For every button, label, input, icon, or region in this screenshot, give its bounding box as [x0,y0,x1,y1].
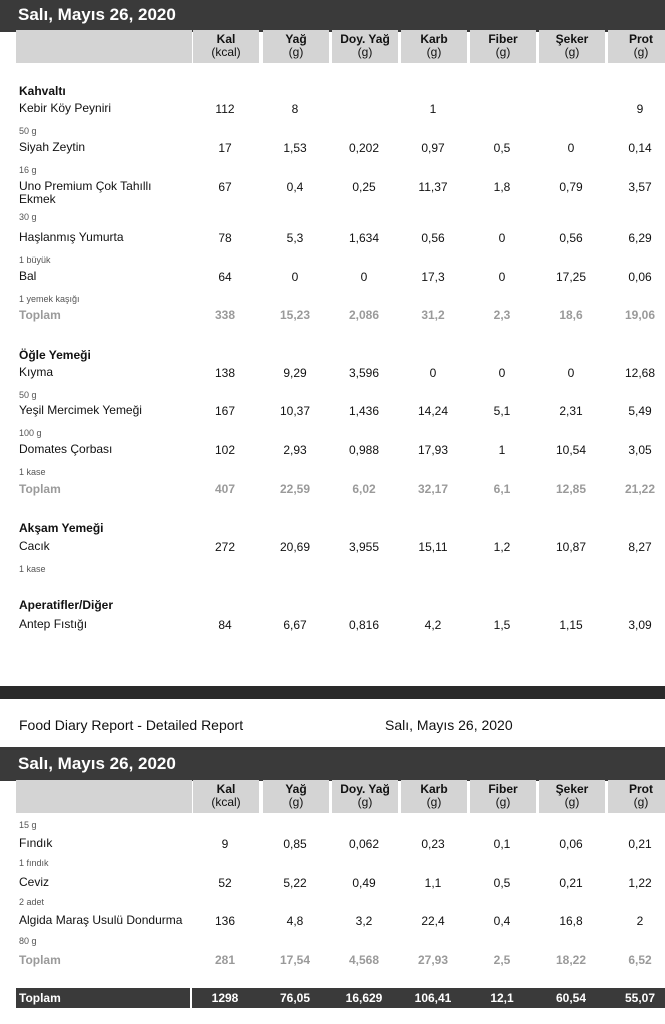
nutrient-value: 0,21 [628,837,652,851]
column-header [401,780,467,813]
nutrient-value: 17,25 [555,270,587,284]
nutrient-value: 0,5 [493,876,511,890]
grand-total-divider [190,988,192,1008]
nutrient-value: 3,05 [628,443,652,457]
nutrient-value: 3,57 [628,180,652,194]
nutrient-value: 0,5 [493,141,511,155]
total-value: 15,23 [279,308,311,322]
section-title: Öğle Yemeği [19,348,91,362]
column-unit: (g) [633,45,649,59]
food-serving: 1 fındık [19,858,49,868]
nutrient-value: 0 [498,270,506,284]
nutrient-value: 0 [498,366,506,380]
report-title: Food Diary Report - Detailed Report [19,717,244,733]
column-header [539,30,605,63]
column-name: Fiber [488,782,518,796]
grand-total-value: 76,05 [279,991,311,1005]
nutrient-value: 0,49 [352,876,376,890]
total-value: 19,06 [624,308,656,322]
nutrient-value: 3,2 [355,914,373,928]
nutrient-value: 1,436 [348,404,380,418]
column-header [470,780,536,813]
total-value: 27,93 [417,953,449,967]
nutrient-value: 1 [429,102,437,116]
nutrient-value: 22,4 [421,914,445,928]
grand-total-value: 1298 [211,991,239,1005]
column-header [263,30,329,63]
grand-total-value: 16,629 [345,991,383,1005]
nutrient-value: 11,37 [418,180,448,194]
total-value: 281 [214,953,236,967]
nutrient-value: 0,202 [348,141,380,155]
total-value: 6,52 [628,953,652,967]
section-title: Kahvaltı [19,84,66,98]
nutrient-value: 0,97 [421,141,445,155]
total-value: 18,22 [555,953,587,967]
nutrient-value: 8 [291,102,299,116]
nutrient-value: 84 [218,618,232,632]
total-value: 32,17 [417,482,449,496]
food-serving: 15 g [19,820,37,830]
nutrient-value: 9,29 [283,366,307,380]
nutrient-value: 10,87 [555,540,587,554]
food-name: Ceviz [19,875,50,889]
column-unit: (g) [495,795,511,809]
nutrient-value: 0 [567,366,575,380]
nutrient-value: 4,2 [424,618,442,632]
nutrient-value: 0 [429,366,437,380]
column-unit: (g) [426,45,442,59]
nutrient-value: 9 [221,837,229,851]
total-value: 17,54 [279,953,311,967]
nutrient-value: 1,2 [493,540,511,554]
nutrient-value: 138 [214,366,236,380]
grand-total-value: 106,41 [414,991,452,1005]
nutrient-value: 10,54 [555,443,587,457]
food-serving: 1 büyük [19,255,51,265]
column-unit: (g) [288,45,304,59]
column-header [539,780,605,813]
nutrient-value: 272 [214,540,236,554]
total-value: 6,1 [493,482,511,496]
food-serving: 1 yemek kaşığı [19,294,80,304]
food-name: Kıyma [19,365,54,379]
total-value: 22,59 [279,482,311,496]
nutrient-value: 0 [360,270,368,284]
food-serving: 2 adet [19,897,45,907]
nutrient-value: 0 [291,270,299,284]
nutrient-value: 64 [218,270,232,284]
page-separator [0,686,665,699]
column-name: Fiber [488,32,518,46]
date-bar: Salı, Mayıs 26, 2020 [0,0,665,32]
nutrient-value: 12,68 [624,366,656,380]
nutrient-value: 0,14 [628,141,652,155]
column-unit: (g) [357,795,373,809]
nutrient-value: 15,11 [418,540,448,554]
column-unit: (g) [495,45,511,59]
food-serving: 16 g [19,165,37,175]
nutrient-value: 1,8 [493,180,511,194]
nutrient-value: 52 [218,876,232,890]
total-label: Toplam [19,482,61,496]
food-name: Kebir Köy Peyniri [19,101,112,115]
total-label: Toplam [19,308,61,322]
nutrient-value: 0,06 [559,837,583,851]
column-name: Yağ [285,782,307,796]
nutrient-value: 4,8 [286,914,304,928]
food-name: Yeşil Mercimek Yemeği [19,403,142,417]
column-name: Kal [216,32,236,46]
total-value: 21,22 [624,482,656,496]
nutrient-value: 5,3 [286,231,304,245]
nutrient-value: 3,596 [348,366,380,380]
nutrient-value: 0 [567,141,575,155]
nutrient-value: 78 [218,231,232,245]
food-name: Antep Fıstığı [19,617,88,631]
total-value: 6,02 [352,482,376,496]
nutrient-value: 0,816 [348,618,380,632]
total-value: 18,6 [559,308,583,322]
total-value: 12,85 [555,482,587,496]
column-unit: (g) [564,45,580,59]
nutrient-value: 17,3 [421,270,445,284]
food-serving: 80 g [19,936,37,946]
header-label-cell [16,30,192,63]
nutrient-value: 0,062 [348,837,380,851]
nutrient-value: 5,49 [628,404,652,418]
column-name: Prot [629,782,653,796]
nutrient-value: 6,29 [628,231,652,245]
nutrient-value: 9 [636,102,644,116]
nutrient-value: 2,31 [559,404,583,418]
nutrient-value: 136 [214,914,236,928]
grand-total-bar [16,988,665,1008]
nutrient-value: 14,24 [417,404,449,418]
nutrient-value: 1,53 [283,141,307,155]
nutrient-value: 112 [215,102,235,116]
date-bar: Salı, Mayıs 26, 2020 [0,747,665,781]
column-name: Şeker [555,32,589,46]
total-value: 2,3 [493,308,511,322]
column-header [470,30,536,63]
food-serving: 50 g [19,390,37,400]
column-header [332,30,398,63]
nutrient-value: 3,955 [348,540,380,554]
column-name: Doy. Yağ [340,32,390,46]
total-label: Toplam [19,953,61,967]
food-serving: 100 g [19,428,42,438]
nutrient-value: 2 [636,914,644,928]
nutrient-value: 10,37 [279,404,311,418]
nutrient-value: 0,06 [628,270,652,284]
nutrient-value: 5,1 [493,404,511,418]
food-name: Bal [19,269,37,283]
nutrient-value: 1,5 [493,618,511,632]
column-name: Prot [629,32,653,46]
food-serving: 50 g [19,126,37,136]
column-name: Karb [420,782,448,796]
food-name: Cacık [19,539,50,553]
nutrient-value: 8,27 [628,540,652,554]
nutrient-value: 1,22 [628,876,652,890]
header-label-cell [16,780,192,813]
food-name: Uno Premium Çok Tahıllı Ekmek [19,179,152,206]
nutrient-value: 5,22 [283,876,307,890]
nutrient-value: 0,79 [559,180,583,194]
column-unit: (kcal) [211,45,241,59]
nutrient-value: 0,988 [348,443,380,457]
nutrient-value: 0 [498,231,506,245]
food-name: Domates Çorbası [19,442,113,456]
grand-total-value: 55,07 [624,991,656,1005]
total-value: 31,2 [421,308,445,322]
total-value: 2,5 [493,953,511,967]
nutrient-value: 0,4 [493,914,511,928]
column-name: Kal [216,782,236,796]
nutrient-value: 67 [218,180,232,194]
total-value: 2,086 [348,308,380,322]
nutrient-value: 3,09 [628,618,652,632]
column-name: Karb [420,32,448,46]
column-unit: (g) [633,795,649,809]
column-header [401,30,467,63]
nutrient-value: 1,1 [424,876,442,890]
nutrient-value: 0,1 [493,837,511,851]
nutrient-value: 0,25 [352,180,376,194]
column-unit: (g) [426,795,442,809]
nutrient-value: 1,634 [348,231,380,245]
nutrient-value: 2,93 [283,443,307,457]
grand-total-label: Toplam [19,991,61,1005]
nutrient-value: 167 [214,404,236,418]
column-unit: (g) [564,795,580,809]
food-serving: 30 g [19,212,37,222]
column-name: Doy. Yağ [340,782,390,796]
section-title: Aperatifler/Diğer [19,598,114,612]
food-name: Haşlanmış Yumurta [19,230,124,244]
nutrient-value: 17,93 [417,443,449,457]
column-unit: (kcal) [211,795,241,809]
food-name: Siyah Zeytin [19,140,86,154]
nutrient-value: 0,56 [559,231,583,245]
nutrient-value: 0,21 [559,876,583,890]
nutrient-value: 0,85 [283,837,307,851]
column-header [193,30,259,63]
nutrient-value: 0,56 [421,231,445,245]
food-name: Fındık [19,836,53,850]
food-name: Algida Maraş Usulü Dondurma [19,913,183,927]
nutrient-value: 0,4 [286,180,304,194]
column-name: Yağ [285,32,307,46]
section-title: Akşam Yemeği [19,521,104,535]
total-value: 407 [214,482,236,496]
column-header [332,780,398,813]
nutrient-value: 6,67 [283,618,307,632]
nutrient-value: 17 [218,141,232,155]
column-unit: (g) [288,795,304,809]
column-name: Şeker [555,782,589,796]
nutrient-value: 102 [214,443,236,457]
column-header [193,780,259,813]
column-header [608,30,665,63]
food-serving: 1 kase [19,467,46,477]
total-value: 338 [214,308,236,322]
report-date: Salı, Mayıs 26, 2020 [385,717,513,733]
nutrient-value: 20,69 [279,540,311,554]
column-unit: (g) [357,45,373,59]
grand-total-value: 60,54 [555,991,587,1005]
food-serving: 1 kase [19,564,46,574]
column-header [608,780,665,813]
nutrient-value: 16,8 [559,914,583,928]
total-value: 4,568 [348,953,380,967]
grand-total-value: 12,1 [490,991,514,1005]
nutrient-value: 1,15 [559,618,583,632]
column-header [263,780,329,813]
nutrient-value: 0,23 [421,837,445,851]
nutrient-value: 1 [498,443,506,457]
